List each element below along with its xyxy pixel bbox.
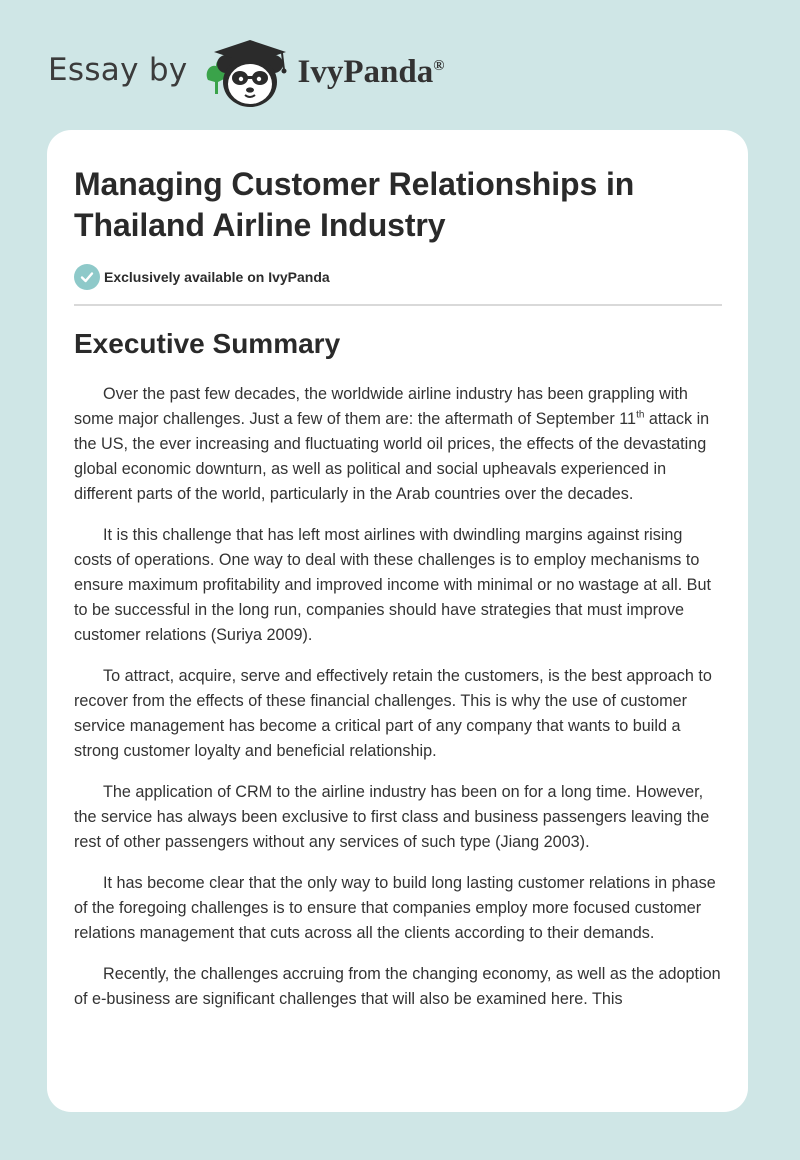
check-icon (74, 264, 100, 290)
ordinal-suffix: th (636, 409, 645, 421)
essay-card (47, 130, 748, 1112)
registered-mark: ® (433, 57, 445, 74)
panda-logo-icon[interactable] (202, 36, 294, 112)
brand-name (298, 54, 445, 91)
paragraph-text: attack in the US, the ever increasing and fluctuating world oil prices, the effects of the devastating global economic downturn, as well as political and social upheavals experienced in different parts of the world, particularly in the Arab countries over the decades. (74, 410, 710, 503)
brand-name-text: IvyPanda (297, 53, 434, 90)
paragraph (74, 382, 722, 507)
paragraph: It is this challenge that has left most airlines with dwindling margins against rising costs of operations. One way to deal with these challenges is to employ mechanisms to ensure maximum profitability and improved income with minimal or no wastage at all. But to be successful in the long run, companies should have strategies that must improve customer relations (Suriya 2009). (74, 526, 711, 644)
paragraph: It has become clear that the only way to build long lasting customer relations in phase of the foregoing challenges is to ensure that companies employ more focused customer relations management that cuts across all the clients according to their demands. (74, 874, 716, 942)
essay-title: Managing Customer Relationships in Thailand Airline Industry (74, 166, 635, 243)
paragraph-text: Over the past few decades, the worldwide airline industry has been grappling with some major challenges. Just a few of them are: the aftermath of September 11 (74, 385, 688, 428)
paragraph: To attract, acquire, serve and effectively retain the customers, is the best approach to recover from the effects of these financial challenges. This is why the use of customer service management has become a critical part of any company that wants to build a strong customer loyalty and beneficial relationship. (74, 667, 712, 760)
paragraph: Recently, the challenges accruing from the changing economy, as well as the adoption of e-business are significant challenges that will also be examined here. This (74, 965, 721, 1008)
section-heading: Executive Summary (74, 328, 341, 359)
exclusive-badge-text: Exclusively available on IvyPanda (104, 269, 330, 285)
brand-prefix: Essay by (48, 52, 188, 88)
exclusive-badge (74, 264, 722, 306)
brand-header (48, 34, 444, 114)
paragraph: The application of CRM to the airline industry has been on for a long time. However, the service has always been exclusive to first class and business passengers leaving the rest of other passengers without any services of such type (Jiang 2003). (74, 783, 710, 851)
